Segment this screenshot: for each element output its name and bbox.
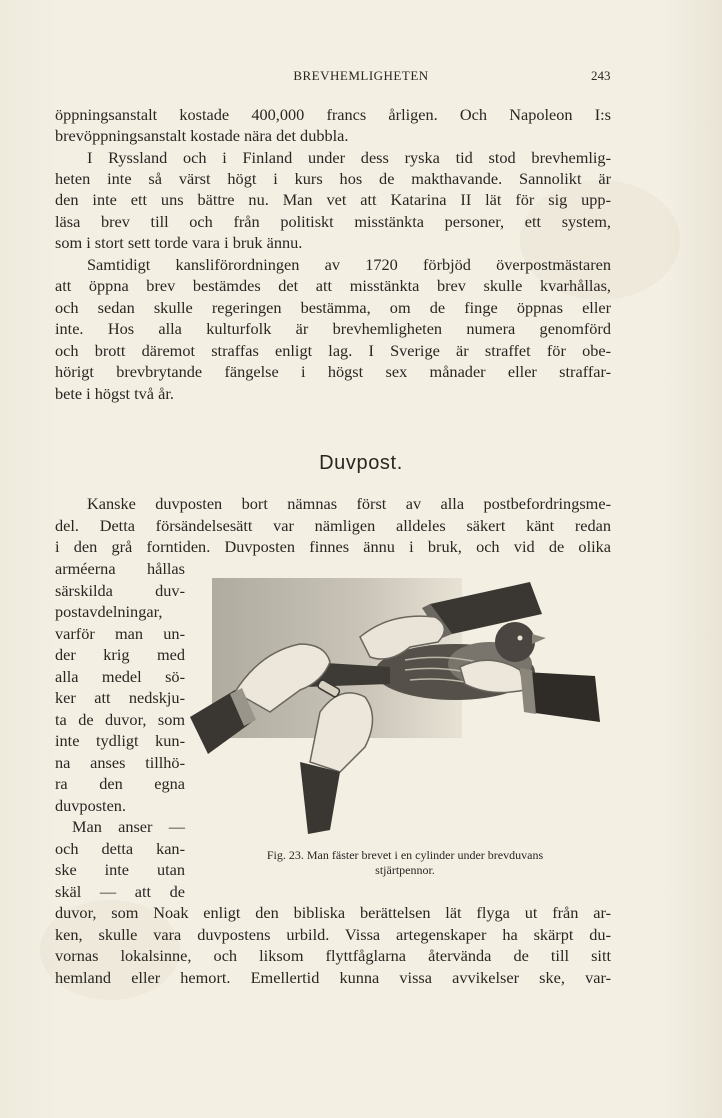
text-line: och sedan skulle regeringen bestämma, om de finge öppnas eller <box>55 298 611 317</box>
running-title: BREVHEMLIGHETEN <box>293 68 429 83</box>
text-line: heten inte så värst högt i kurs hos de makthavande. Sannolikt är <box>55 169 611 188</box>
text-line: inte. Hos alla kulturfolk är brevhemligheten numera genomförd <box>55 319 611 338</box>
pigeon-illustration <box>190 572 610 842</box>
text-line: den inte ett uns bättre nu. Man vet att Katarina II lät för sig upp- <box>55 190 611 209</box>
text-line: hemland eller hemort. Emellertid kunna vissa avvikelser ske, var- <box>55 968 611 987</box>
figure-number: Fig. 23. <box>266 848 304 862</box>
caption-line: stjärtpennor. <box>375 863 435 877</box>
text-line: del. Detta försändelsesätt var nämligen alldeles säkert känt redan <box>55 516 611 535</box>
text-line: na anses tillhö- <box>55 753 185 772</box>
text-line: varför man un- <box>55 624 185 643</box>
text-line: i den grå forntiden. Duvposten finnes ännu i bruk, och vid de olika <box>55 537 611 556</box>
text-line: vornas lokalsinne, och liksom flyttfåglarna återvända de till sitt <box>55 946 611 965</box>
text-line: alla medel sö- <box>55 667 185 686</box>
text-line: Kanske duvposten bort nämnas först av alla postbefordringsme- <box>87 494 611 513</box>
text-line: duvor, som Noak enligt den bibliska berättelsen lät flyga ut från ar- <box>55 903 611 922</box>
text-line: att öppna brev bestämdes det att misstänkta brev skulle kvarhållas, <box>55 276 611 295</box>
text-line: som i stort sett torde vara i bruk ännu. <box>55 233 303 252</box>
text-line: bete i högst två år. <box>55 384 174 403</box>
text-line: läsa brev till och från politiskt misstänkta personer, ett system, <box>55 212 611 231</box>
text-line: hörigt brevbrytande fängelse i högst sex månader eller straffar- <box>55 362 611 381</box>
text-line: ta de duvor, som <box>55 710 185 729</box>
text-line: Samtidigt kansliförordningen av 1720 förbjöd överpostmästaren <box>87 255 611 274</box>
figure-caption <box>196 848 614 878</box>
text-line: ra den egna <box>55 774 185 793</box>
text-line: postavdelningar, <box>55 602 163 621</box>
text-line: särskilda duv- <box>55 581 185 600</box>
text-line: I Ryssland och i Finland under dess ryska tid stod brevhemlig- <box>87 148 611 167</box>
text-line: der krig med <box>55 645 185 664</box>
text-line: brevöppningsanstalt kostade nära det dubbla. <box>55 126 349 145</box>
text-line: och brott däremot straffas enligt lag. I Sverige är straffet för obe- <box>55 341 611 360</box>
text-line: skäl — att de <box>55 882 185 901</box>
text-line: arméerna hållas <box>55 559 185 578</box>
text-line: inte tydligt kun- <box>55 731 185 750</box>
page-number: 243 <box>591 68 611 83</box>
text-line: ken, skulle vara duvpostens urbild. Vissa artegenskaper ha skärpt du- <box>55 925 611 944</box>
text-line: öppningsanstalt kostade 400,000 francs årligen. Och Napoleon I:s <box>55 105 611 124</box>
text-line: ker att nedskju- <box>55 688 185 707</box>
text-line: ske inte utan <box>55 860 185 879</box>
section-heading: Duvpost. <box>319 452 403 474</box>
text-line: och detta kan- <box>55 839 185 858</box>
text-line: duvposten. <box>55 796 126 815</box>
text-line: Man anser — <box>72 817 185 836</box>
caption-line: Man fäster brevet i en cylinder under brevduvans <box>306 848 544 862</box>
